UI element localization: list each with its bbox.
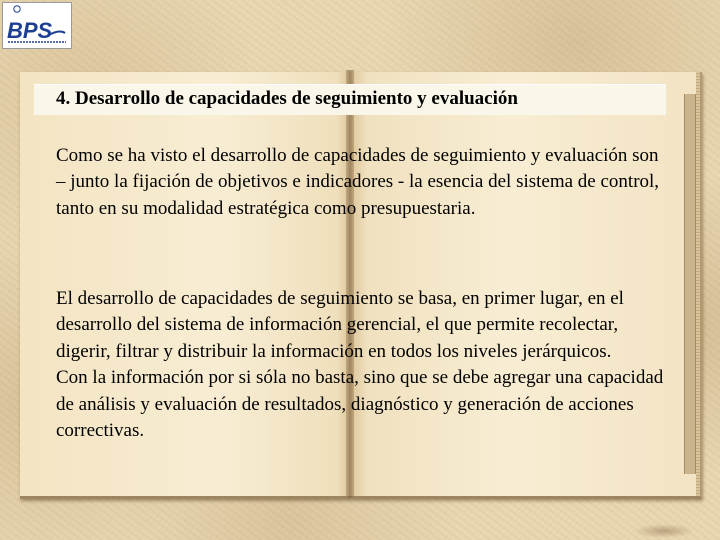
book-ribbon (684, 94, 696, 474)
bps-logo (2, 2, 72, 49)
logo-tagline (8, 41, 68, 44)
slide-title: 4. Desarrollo de capacidades de seguimiento y evaluación (56, 88, 518, 109)
book-page-edge (696, 72, 700, 496)
body-paragraph-1: Como se ha visto el desarrollo de capacidades de seguimiento y evaluación son – junto la fijación de objetivos e indicadores - la esencia del sistema de control, tanto en su modalidad estratégica como presupuestaria. (56, 145, 660, 219)
body-paragraph-2: El desarrollo de capacidades de seguimiento se basa, en primer lugar, en el desarrollo del sistema de información gerencial, el que permite recolectar, digerir, filtrar y distribuir la información en todos los niveles jerárquicos. (56, 288, 624, 362)
body-paragraph-group (56, 286, 668, 444)
ink-smudge (634, 524, 694, 538)
logo-text: BPS (7, 18, 53, 43)
sun-emblem-icon (14, 6, 20, 12)
body-paragraph-3: Con la información por si sóla no basta, sino que se debe agregar una capacidad de análisis y evaluación de resultados, diagnóstico y generación de acciones correctivas. (56, 367, 664, 442)
